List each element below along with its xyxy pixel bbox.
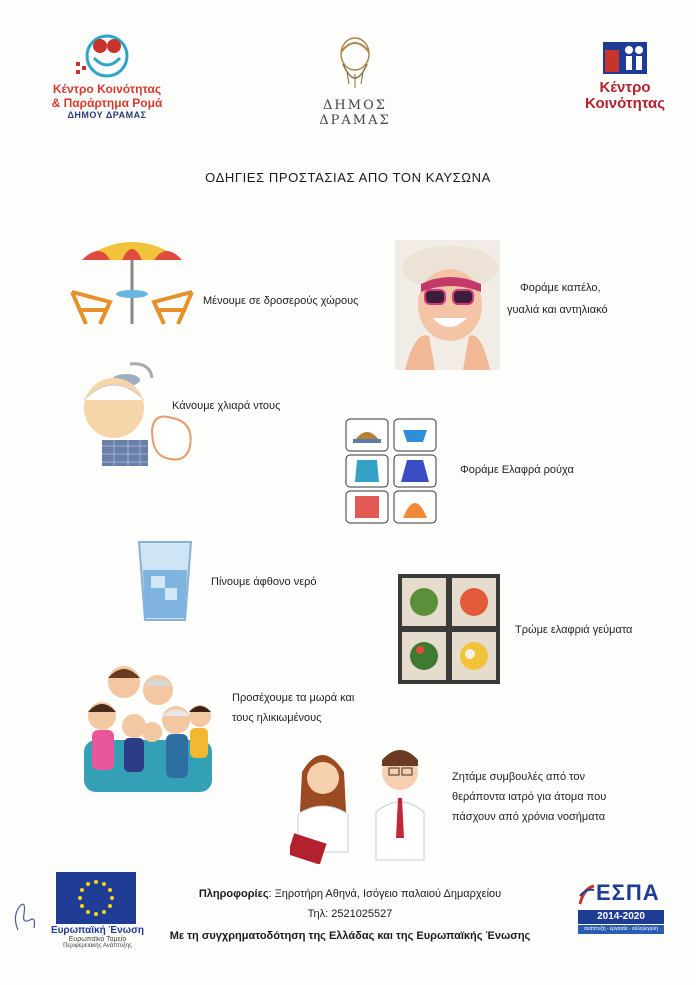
tip-cool-places: Μένουμε σε δροσερούς χώρους xyxy=(203,295,359,307)
girl-with-sunglasses-photo xyxy=(395,240,500,370)
tip-hat-line1: Φοράμε καπέλο, xyxy=(520,282,601,294)
community-center-roma-logo xyxy=(42,32,172,127)
beach-umbrella-chairs-icon xyxy=(70,232,195,332)
light-meals-photo xyxy=(398,574,500,684)
tip-care-line2: τους ηλικιωμένους xyxy=(232,712,322,724)
ancient-head-icon xyxy=(325,32,385,90)
light-clothes-grid xyxy=(345,418,437,524)
house-people-icon xyxy=(599,36,651,76)
right-logo-line2: Κοινότητας xyxy=(584,95,666,112)
eu-sub2: Περιφερειακής Ανάπτυξης xyxy=(63,943,132,949)
page-title: ΟΔΗΓΙΕΣ ΠΡΟΣΤΑΣΙΑΣ ΑΠΟ ΤΟΝ ΚΑΥΣΩΝΑ xyxy=(205,170,491,185)
tip-doctor-line2: θεράποντα ιατρό για άτομα που xyxy=(452,791,607,803)
eu-flag xyxy=(56,872,136,924)
handwritten-signature xyxy=(8,898,40,934)
glass-of-water-icon xyxy=(135,540,195,622)
tip-meals: Τρώμε ελαφριά γεύματα xyxy=(515,624,633,636)
tip-doctor-line1: Ζητάμε συμβουλές από τον xyxy=(452,771,585,783)
espa-name: ΕΣΠΑ xyxy=(596,880,660,905)
eu-label: Ευρωπαϊκή Ένωση xyxy=(50,925,145,936)
info-text: : Ξηροτήρη Αθηνά, Ισόγειο παλαιού Δημαρχείου xyxy=(268,888,502,900)
info-label: Πληροφορίες xyxy=(198,888,269,900)
tip-shower: Κάνουμε χλιαρά ντους xyxy=(172,400,281,412)
footer-phone: Τηλ: 2521025527 xyxy=(307,908,393,920)
doctors-icon xyxy=(290,742,430,864)
espa-swoosh-icon xyxy=(578,884,596,906)
tip-water: Πίνουμε άφθονο νερό xyxy=(211,576,317,588)
municipality-drama-logo xyxy=(285,32,425,128)
left-logo-line2: & Παράρτημα Ρομά xyxy=(51,96,163,110)
eu-stars-icon xyxy=(56,872,136,924)
tip-doctor-line3: πάσχουν από χρόνια νοσήματα xyxy=(452,811,606,823)
tip-clothes: Φοράμε Ελαφρά ρούχα xyxy=(460,464,574,476)
eu-caption xyxy=(40,925,155,949)
left-logo-line1: Κέντρο Κοινότητας xyxy=(52,82,162,96)
family-sofa-icon xyxy=(72,660,217,795)
community-center-logo xyxy=(575,36,675,116)
footer-info xyxy=(150,888,550,900)
espa-logo xyxy=(578,880,668,938)
clothes-icons xyxy=(345,418,437,524)
tip-hat-line2: γυαλιά και αντηλιακό xyxy=(507,304,608,316)
footer-cofunding: Με τη συγχρηματοδότηση της Ελλάδας και της Ευρωπαϊκής Ένωσης xyxy=(169,930,531,942)
right-logo-line1: Κέντρο xyxy=(599,79,651,96)
espa-tagline: ανάπτυξη - εργασία - αλληλεγγύη xyxy=(578,925,664,934)
tip-care-line1: Προσέχουμε τα μωρά και xyxy=(232,692,355,704)
eu-sub1: Ευρωπαϊκό Ταμείο xyxy=(68,936,127,943)
espa-years: 2014-2020 xyxy=(578,910,664,924)
left-logo-line3: ΔΗΜΟΥ ΔΡΑΜΑΣ xyxy=(67,110,147,120)
community-center-logo-icon xyxy=(72,32,142,78)
municipality-name: ΔΗΜΟΣ ΔΡΑΜΑΣ xyxy=(319,98,391,128)
